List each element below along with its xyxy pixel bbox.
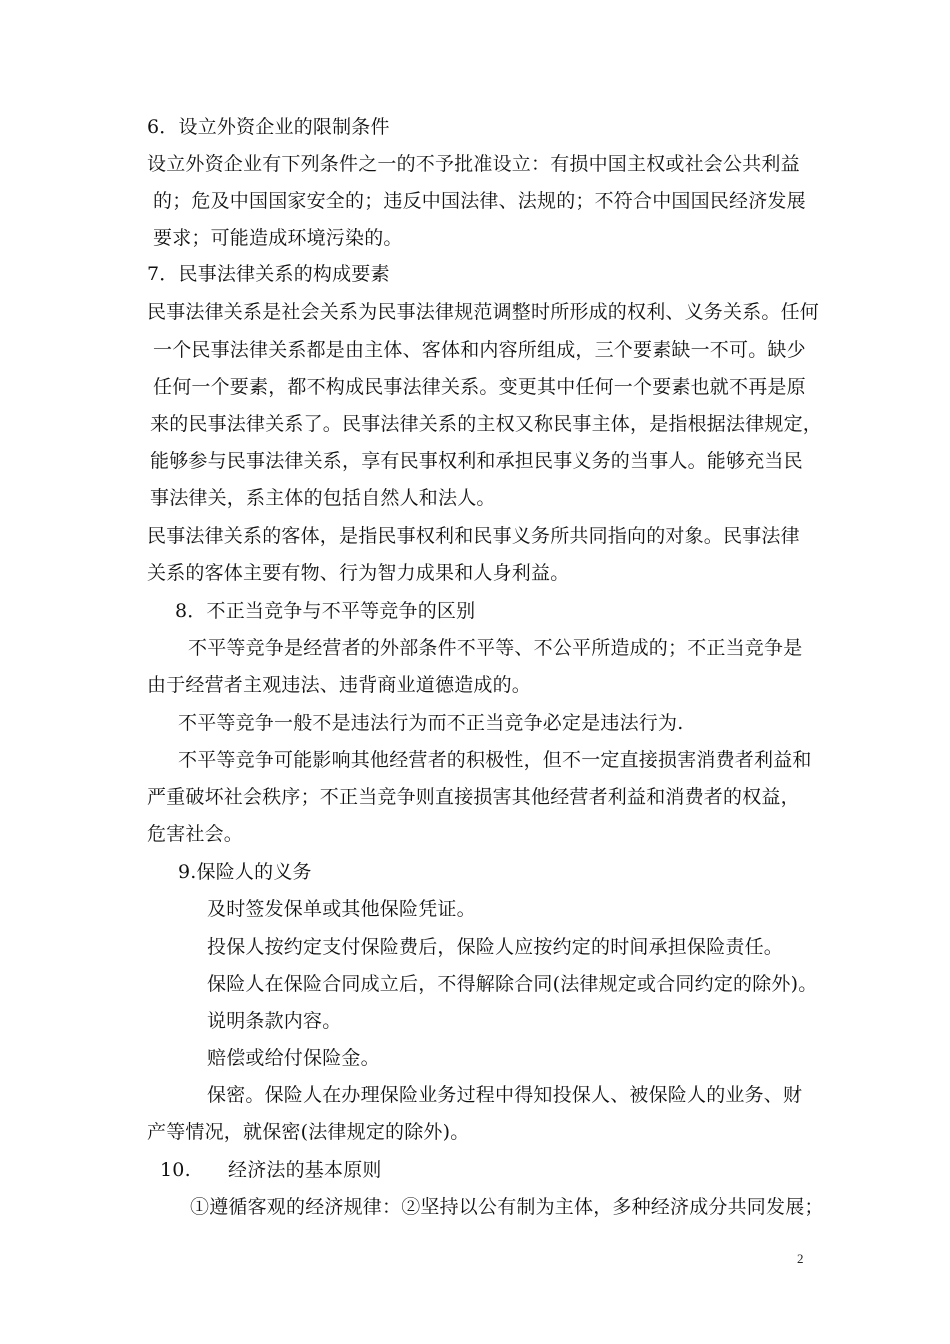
section-7-line-7: 民事法律关系的客体，是指民事权利和民事义务所共同指向的对象。民事法律 <box>147 525 800 547</box>
section-7-line-8: 关系的客体主要有物、行为智力成果和人身利益。 <box>147 562 570 584</box>
section-7-line-4: 来的民事法律关系了。民事法律关系的主权又称民事主体，是指根据法律规定， <box>150 413 823 435</box>
section-8-line-4: 不平等竞争可能影响其他经营者的积极性，但不一定直接损害消费者利益和 <box>178 749 812 771</box>
section-9-line-5: 赔偿或给付保险金。 <box>207 1047 380 1069</box>
section-7-line-3: 任何一个要素，都不构成民事法律关系。变更其中任何一个要素也就不再是原 <box>153 376 806 398</box>
section-8-line-3: 不平等竞争一般不是违法行为而不正当竞争必定是违法行为. <box>178 712 684 734</box>
section-9-line-4: 说明条款内容。 <box>207 1010 342 1032</box>
section-8-line-5: 严重破坏社会秩序；不正当竞争则直接损害其他经营者利益和消费者的权益， <box>147 786 800 808</box>
section-8-heading: 8．不正当竞争与不平等竞争的区别 <box>175 600 476 622</box>
section-7-line-5: 能够参与民事法律关系，享有民事权利和承担民事义务的当事人。能够充当民 <box>150 450 803 472</box>
section-6-line-2: 的；危及中国国家安全的；违反中国法律、法规的；不符合中国国民经济发展 <box>153 190 806 212</box>
section-8-line-2: 由于经营者主观违法、违背商业道德造成的。 <box>147 674 532 696</box>
section-6-heading: 6．设立外资企业的限制条件 <box>147 116 390 138</box>
section-8-line-1: 不平等竞争是经营者的外部条件不平等、不公平所造成的；不正当竞争是 <box>188 637 803 659</box>
page-number: 2 <box>797 1251 804 1266</box>
section-9-line-1: 及时签发保单或其他保险凭证。 <box>207 898 476 920</box>
section-7-line-6: 事法律关，系主体的包括自然人和法人。 <box>150 487 496 509</box>
section-9-heading: 9.保险人的义务 <box>178 861 312 883</box>
section-9-line-2: 投保人按约定支付保险费后，保险人应按约定的时间承担保险责任。 <box>207 936 784 958</box>
section-7-line-1: 民事法律关系是社会关系为民事法律规范调整时所形成的权利、义务关系。任何 <box>147 301 820 323</box>
section-6-line-1: 设立外资企业有下列条件之一的不予批准设立：有损中国主权或社会公共利益 <box>147 153 800 175</box>
section-6-line-3: 要求；可能造成环境污染的。 <box>153 227 403 249</box>
section-10-number: 10. <box>160 1159 191 1181</box>
section-7-heading: 7．民事法律关系的构成要素 <box>147 263 390 285</box>
section-9-line-3: 保险人在保险合同成立后，不得解除合同(法律规定或合同约定的除外)。 <box>207 973 818 995</box>
section-7-line-2: 一个民事法律关系都是由主体、客体和内容所组成，三个要素缺一不可。缺少 <box>153 339 806 361</box>
section-9-line-7: 产等情况，就保密(法律规定的除外)。 <box>147 1121 470 1143</box>
section-8-line-6: 危害社会。 <box>147 823 244 845</box>
section-10-heading: 经济法的基本原则 <box>228 1159 382 1181</box>
section-9-line-6: 保密。保险人在办理保险业务过程中得知投保人、被保险人的业务、财 <box>207 1084 803 1106</box>
section-10-line-1: ①遵循客观的经济规律：②坚持以公有制为主体，多种经济成分共同发展； <box>190 1196 824 1218</box>
